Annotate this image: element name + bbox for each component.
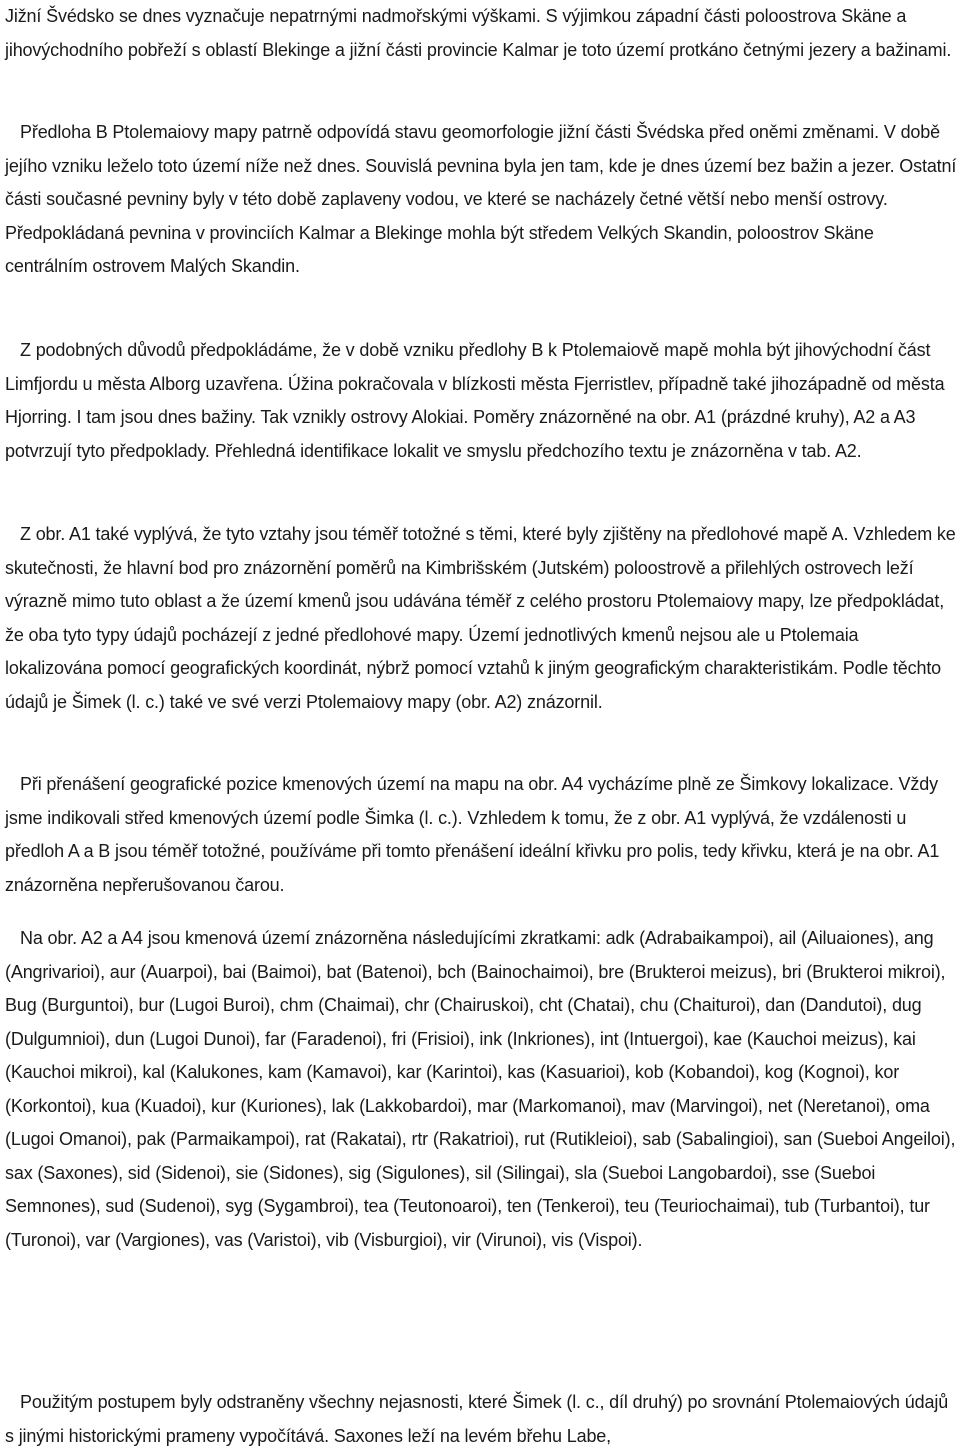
paragraph-limfjord: Z podobných důvodů předpokládáme, že v době vzniku předlohy B k Ptolemaiově mapě mohla být jihovýchodní část Limfjordu u města Alborg uzavřena. Úžina pokračovala v blízkosti města Fjerristlev, případně také jihozápadně od města Hjorring. I tam jsou dnes bažiny. Tak vznikly ostrovy Alokiai. Poměry znázorněné na obr. A1 (prázdné kruhy), A2 a A3 potvrzují tyto předpoklady. Přehledná identifikace lokalit ve smyslu předchozího textu je znázorněna v tab. A2. (5, 340, 945, 461)
paragraph-tribe-abbreviations: Na obr. A2 a A4 jsou kmenová území znázorněna následujícími zkratkami: adk (Adrabaikampoi), ail (Ailuaiones), ang (Angrivarioi), aur (Auarpoi), bai (Baimoi), bat (Batenoi), bch (Bainochaimoi), bre (Brukteroi meizus), bri (Brukteroi mikroi), Bug (Burguntoi), bur (Lugoi Buroi), chm (Chaimai), chr (Chairuskoi), cht (Chatai), chu (Chaituroi), dan (Dandutoi), dug (Dulgumnioi), dun (Lugoi Dunoi), far (Faradenoi), fri (Frisioi), ink (Inkriones), int (Intuergoi), kae (Kauchoi meizus), kai (Kauchoi mikroi), kal (Kalukones, kam (Kamavoi), kar (Karintoi), kas (Kasuarioi), kob (Kobandoi), kog (Kognoi), kor (Korkontoi), kua (Kuadoi), kur (Kuriones), lak (Lakkobardoi), mar (Markomanoi), mav (Marvingoi), net (Neretanoi), oma (Lugoi Omanoi), pak (Parmaikampoi), rat (Rakatai), rtr (Rakatrioi), rut (Rutikleioi), sab (Sabalingioi), san (Sueboi Angeiloi), sax (Saxones), sid (Sidenoi), sie (Sidones), sig (Sigulones), sil (Silingai), sla (Sueboi Langobardoi), sse (Sueboi Semnones), sud (Sudenoi), syg (Sygambroi), tea (Teutonoaroi), ten (Tenkeroi), teu (Teuriochaimai), tub (Turbantoi), tur (Turonoi), var (Vargiones), vas (Varistoi), vib (Visburgioi), vir (Virunoi), vis (Vispoi). (5, 928, 956, 1250)
paragraph-method-result: Použitým postupem byly odstraněny všechny nejasnosti, které Šimek (l. c., díl druhý) po srovnání Ptolemaiových údajů s jinými historickými prameny vypočítává. Saxones leží na levém břehu Labe, (5, 1392, 949, 1446)
paragraph-figure-a1: Z obr. A1 také vyplývá, že tyto vztahy jsou téměř totožné s těmi, které byly zjištěny na předlohové mapě A. Vzhledem ke skutečnosti, že hlavní bod pro znázornění poměrů na Kimbrišském (Jutském) poloostrově a přilehlých ostrovech leží výrazně mimo tuto oblast a že území kmenů jsou udávána téměř z celého prostoru Ptolemaiovy mapy, lze předpokládat, že oba tyto typy údajů pocházejí z jedné předlohové mapy. Území jednotlivých kmenů nejsou ale u Ptolemaia lokalizována pomocí geografických koordinát, nýbrž pomocí vztahů k jiným geografickým charakteristikám. Podle těchto údajů je Šimek (l. c.) také ve své verzi Ptolemaiovy mapy (obr. A2) znázornil. (5, 524, 956, 712)
paragraph-template-b: Předloha B Ptolemaiovy mapy patrně odpovídá stavu geomorfologie jižní části Švédska před oněmi změnami. V době jejího vzniku leželo toto území níže než dnes. Souvislá pevnina byla jen tam, kde je dnes území bez bažin a jezer. Ostatní části současné pevniny byly v této době zaplaveny vodou, ve které se nacházely četné větší nebo menší ostrovy. Předpokládaná pevnina v provinciích Kalmar a Blekinge mohla být středem Velkých Skandin, poloostrov Skäne centrálním ostrovem Malých Skandin. (5, 122, 957, 276)
paragraph-southern-sweden: Jižní Švédsko se dnes vyznačuje nepatrnými nadmořskými výškami. S výjimkou západní části poloostrova Skäne a jihovýchodního pobřeží s oblastí Blekinge a jižní části provincie Kalmar je toto území protkáno četnými jezery a bažinami. (5, 6, 952, 60)
paragraph-figure-a4-transfer: Při přenášení geografické pozice kmenových území na mapu na obr. A4 vycházíme plně ze Šimkovy lokalizace. Vždy jsme indikovali střed kmenových území podle Šimka (l. c.). Vzhledem k tomu, že z obr. A1 vyplývá, že vzdálenosti u předloh A a B jsou téměř totožné, používáme při tomto přenášení ideální křivku pro polis, tedy křivku, která je na obr. A1 znázorněna nepřerušovanou čarou. (5, 774, 940, 895)
